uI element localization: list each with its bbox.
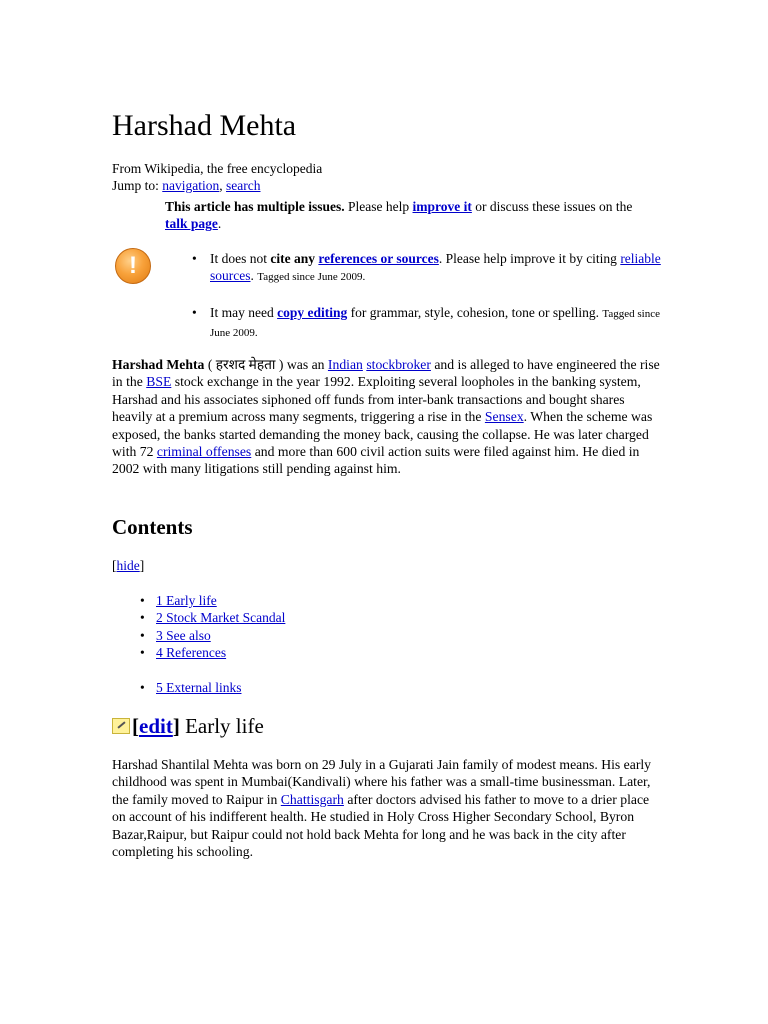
page-title: Harshad Mehta	[112, 109, 297, 142]
toc-item	[140, 644, 285, 661]
references-link[interactable]: references or sources	[318, 251, 439, 266]
issue-tag: Tagged since June 2009.	[257, 271, 366, 284]
indian-link[interactable]: Indian	[327, 357, 363, 372]
criminal-offenses-link[interactable]: criminal offenses	[156, 444, 252, 460]
toc-item	[140, 627, 285, 644]
early-life-paragraph: Harshad Shantilal Mehta was born on 29 July in a Gujarati Jain family of modest means. His early childhood was spent in Mumbai(Kandivali) where his father was a small-time businessman. Later, the family moved to Raipur in Chattisgarh after doctors advised his father to move to a drier place on account of his indifferent health. He studied in Holy Cross Higher Secondary School, Byron Bazar,Raipur, but Raipur could not hold back Mehta for long and he was back in the city after completing his schooling.	[112, 757, 652, 860]
toc-link-see-also[interactable]: 3 See also	[156, 627, 211, 643]
pencil-icon	[112, 718, 130, 734]
toc-link-early-life[interactable]: 1 Early life	[156, 593, 217, 608]
hide-link[interactable]: hide	[116, 558, 140, 573]
reliable-sources-link[interactable]: reliable sources	[210, 251, 661, 284]
navigation-link[interactable]: navigation	[162, 178, 220, 193]
toc-link-stock-market-scandal[interactable]: 2 Stock Market Scandal	[156, 610, 286, 626]
toc-item	[140, 592, 285, 609]
exclamation-icon: !	[115, 248, 151, 284]
jump-to: Jump to: navigation, search	[112, 178, 261, 193]
talk-page-link[interactable]: talk page	[165, 216, 218, 232]
toc-toggle: [hide]	[112, 558, 145, 573]
edit-link[interactable]: edit	[139, 714, 173, 738]
bse-link[interactable]: BSE	[146, 374, 172, 390]
toc-item	[140, 679, 285, 696]
toc-link-external-links[interactable]: 5 External links	[156, 679, 242, 695]
copy-editing-link[interactable]: copy editing	[277, 304, 348, 320]
issue-citations: • It does not cite any references or sources. Please help improve it by citing reliable sources. Tagged since June 2009.	[192, 250, 662, 287]
early-life-heading: [edit] Early life	[112, 713, 264, 739]
stockbroker-link[interactable]: stockbroker	[366, 357, 431, 372]
toc-list	[140, 592, 285, 696]
issue-copy-editing: • It may need copy editing for grammar, style, cohesion, tone or spelling. Tagged since June 2009.	[192, 304, 662, 343]
improve-it-link[interactable]: improve it	[412, 199, 472, 214]
search-link[interactable]: search	[226, 178, 261, 193]
issues-notice: This article has multiple issues. Please help improve it or discuss these issues on the talk page.	[165, 199, 633, 232]
chhattisgarh-link[interactable]: Chattisgarh	[280, 791, 344, 807]
site-subtitle: From Wikipedia, the free encyclopedia	[112, 161, 323, 176]
sensex-link[interactable]: Sensex	[484, 409, 524, 425]
toc-link-references[interactable]: 4 References	[156, 645, 227, 661]
intro-paragraph: Harshad Mehta ( हरशद मेहता ) was an Indian stockbroker and is alleged to have engineered the rise in the BSE stock exchange in the year 1992. Exploiting several loopholes in the banking system, Harshad and his associates siphoned off funds from inter-bank transactions and bought shares heavily at a premium across many segments, triggering a rise in the Sensex. When the scheme was exposed, the banks started demanding the money back, causing the collapse. He was later charged with 72 criminal offenses and more than 600 civil action suits were filed against him. He died in 2002 with many litigations still pending against him.	[112, 357, 660, 477]
contents-heading: Contents	[112, 515, 193, 539]
issue-tag: Tagged since June 2009.	[210, 307, 660, 340]
issues-list	[192, 250, 662, 360]
toc-item	[140, 609, 285, 626]
